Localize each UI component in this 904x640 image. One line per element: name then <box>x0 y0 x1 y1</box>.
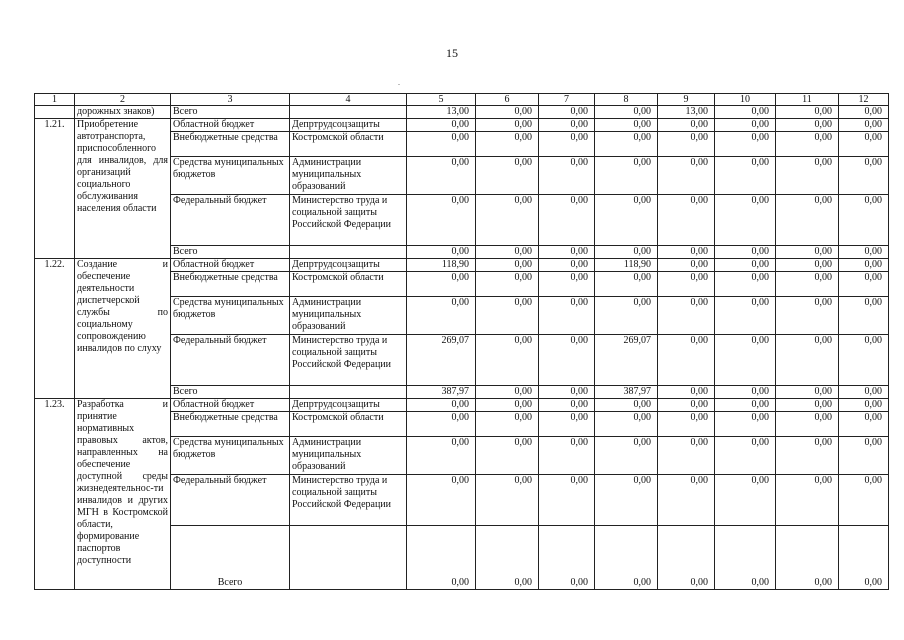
funding-row <box>35 399 889 412</box>
value-cell: 387,97 <box>407 386 476 399</box>
executor-cell: Администрации муниципальных образований <box>290 157 407 195</box>
header-row <box>35 94 889 106</box>
value-cell: 0,00 <box>595 195 658 246</box>
value-cell: 0,00 <box>715 106 776 119</box>
value-cell: 0,00 <box>776 132 839 157</box>
value-cell: 0,00 <box>407 437 476 475</box>
funding-source-cell: Областной бюджет <box>171 259 290 272</box>
value-cell: 0,00 <box>476 157 539 195</box>
value-cell: 0,00 <box>715 119 776 132</box>
value-cell: 0,00 <box>407 157 476 195</box>
value-cell: 0,00 <box>658 195 715 246</box>
value-cell: 0,00 <box>839 132 889 157</box>
value-cell: 0,00 <box>476 119 539 132</box>
executor-cell <box>290 246 407 259</box>
value-cell: 0,00 <box>595 526 658 590</box>
value-cell: 0,00 <box>539 386 595 399</box>
col-header: 7 <box>539 94 595 106</box>
value-cell: 269,07 <box>407 335 476 386</box>
funding-source-cell: Федеральный бюджет <box>171 335 290 386</box>
value-cell: 0,00 <box>715 272 776 297</box>
executor-cell <box>290 526 407 590</box>
value-cell: 118,90 <box>407 259 476 272</box>
executor-cell: Депртрудсоцзащиты <box>290 259 407 272</box>
value-cell: 0,00 <box>539 526 595 590</box>
executor-cell <box>290 106 407 119</box>
value-cell: 0,00 <box>476 259 539 272</box>
value-cell: 0,00 <box>658 119 715 132</box>
executor-cell: Министерство труда и социальной защиты Российской Федерации <box>290 195 407 246</box>
executor-cell: Администрации муниципальных образований <box>290 297 407 335</box>
value-cell: 0,00 <box>715 386 776 399</box>
value-cell: 0,00 <box>776 475 839 526</box>
value-cell: 0,00 <box>658 412 715 437</box>
col-header: 5 <box>407 94 476 106</box>
value-cell: 0,00 <box>539 272 595 297</box>
value-cell: 0,00 <box>658 475 715 526</box>
value-cell: 0,00 <box>539 297 595 335</box>
value-cell: 0,00 <box>539 335 595 386</box>
value-cell: 0,00 <box>776 437 839 475</box>
value-cell: 0,00 <box>476 475 539 526</box>
value-cell: 0,00 <box>776 246 839 259</box>
measure-name-cell: Разработка и принятие нормативных правовых актов, направленных на обеспечение доступной среды жизнедеятельнос-ти инвалидов и других МГН в Костромской области, формирование паспортов доступности <box>75 399 171 590</box>
funding-source-cell: Областной бюджет <box>171 119 290 132</box>
funding-row <box>35 259 889 272</box>
value-cell: 0,00 <box>595 437 658 475</box>
value-cell: 0,00 <box>539 259 595 272</box>
value-cell: 0,00 <box>776 195 839 246</box>
value-cell: 0,00 <box>595 399 658 412</box>
value-cell: 0,00 <box>476 399 539 412</box>
value-cell: 387,97 <box>595 386 658 399</box>
col-header: 11 <box>776 94 839 106</box>
value-cell: 0,00 <box>407 297 476 335</box>
value-cell: 0,00 <box>539 119 595 132</box>
funding-source-cell: Всего <box>171 106 290 119</box>
value-cell: 0,00 <box>595 297 658 335</box>
top-total-row <box>35 106 889 119</box>
funding-source-cell: Средства муниципальных бюджетов <box>171 437 290 475</box>
value-cell: 0,00 <box>776 526 839 590</box>
value-cell: 0,00 <box>715 475 776 526</box>
value-cell: 0,00 <box>839 437 889 475</box>
value-cell: 0,00 <box>476 272 539 297</box>
col-header: 10 <box>715 94 776 106</box>
value-cell: 0,00 <box>776 386 839 399</box>
col-header: 2 <box>75 94 171 106</box>
value-cell: 0,00 <box>839 246 889 259</box>
value-cell: 0,00 <box>476 335 539 386</box>
value-cell: 0,00 <box>839 526 889 590</box>
value-cell: 0,00 <box>476 106 539 119</box>
value-cell: 0,00 <box>476 246 539 259</box>
col-header: 12 <box>839 94 889 106</box>
value-cell: 0,00 <box>715 246 776 259</box>
value-cell: 0,00 <box>715 412 776 437</box>
value-cell: 0,00 <box>539 475 595 526</box>
funding-source-cell: Областной бюджет <box>171 399 290 412</box>
executor-cell: Депртрудсоцзащиты <box>290 399 407 412</box>
value-cell: 0,00 <box>407 246 476 259</box>
value-cell: 13,00 <box>407 106 476 119</box>
value-cell: 0,00 <box>476 412 539 437</box>
funding-source-cell: Внебюджетные средства <box>171 412 290 437</box>
value-cell: 0,00 <box>658 526 715 590</box>
value-cell: 0,00 <box>476 437 539 475</box>
funding-source-cell: Внебюджетные средства <box>171 132 290 157</box>
value-cell: 0,00 <box>776 297 839 335</box>
executor-cell: Костромской области <box>290 412 407 437</box>
value-cell: 0,00 <box>407 399 476 412</box>
value-cell: 0,00 <box>715 132 776 157</box>
value-cell: 0,00 <box>539 437 595 475</box>
value-cell: 0,00 <box>715 259 776 272</box>
value-cell: 0,00 <box>776 259 839 272</box>
executor-cell: Костромской области <box>290 132 407 157</box>
value-cell: 0,00 <box>715 297 776 335</box>
row-number-cell: 1.21. <box>35 119 75 259</box>
value-cell: 0,00 <box>658 437 715 475</box>
row-number-cell: 1.23. <box>35 399 75 590</box>
measure-name-cell: Приобретение автотранспорта, приспособленного для инвалидов, для организаций социального обслуживания населения области <box>75 119 171 259</box>
page-number: 15 <box>446 46 458 60</box>
value-cell: 0,00 <box>715 399 776 412</box>
funding-source-cell: Средства муниципальных бюджетов <box>171 297 290 335</box>
measure-name-cell: Создание и обеспечение деятельности диспетчерской службы по социальному сопровождению инвалидов по слуху <box>75 259 171 399</box>
value-cell: 0,00 <box>595 412 658 437</box>
measure-name-cell: дорожных знаков) <box>75 106 171 119</box>
value-cell: 0,00 <box>839 297 889 335</box>
value-cell: 0,00 <box>839 399 889 412</box>
executor-cell: Костромской области <box>290 272 407 297</box>
value-cell: 0,00 <box>407 119 476 132</box>
value-cell: 0,00 <box>595 132 658 157</box>
funding-source-cell: Федеральный бюджет <box>171 195 290 246</box>
row-number-cell <box>35 106 75 119</box>
value-cell: 0,00 <box>407 272 476 297</box>
value-cell: 0,00 <box>776 399 839 412</box>
value-cell: 0,00 <box>476 297 539 335</box>
value-cell: 0,00 <box>839 119 889 132</box>
scan-dot: . <box>398 78 400 87</box>
total-label-cell: Всего <box>171 246 290 259</box>
value-cell: 0,00 <box>839 412 889 437</box>
value-cell: 0,00 <box>595 157 658 195</box>
value-cell: 0,00 <box>658 386 715 399</box>
value-cell: 0,00 <box>539 246 595 259</box>
value-cell: 0,00 <box>658 157 715 195</box>
total-label-cell: Всего <box>171 526 290 590</box>
value-cell: 0,00 <box>539 412 595 437</box>
value-cell: 0,00 <box>839 195 889 246</box>
col-header: 3 <box>171 94 290 106</box>
value-cell: 0,00 <box>476 526 539 590</box>
value-cell: 0,00 <box>839 272 889 297</box>
col-header: 1 <box>35 94 75 106</box>
value-cell: 0,00 <box>776 106 839 119</box>
value-cell: 0,00 <box>407 195 476 246</box>
value-cell: 0,00 <box>476 195 539 246</box>
col-header: 8 <box>595 94 658 106</box>
funding-source-cell: Федеральный бюджет <box>171 475 290 526</box>
value-cell: 0,00 <box>776 335 839 386</box>
value-cell: 0,00 <box>407 526 476 590</box>
value-cell: 0,00 <box>715 437 776 475</box>
value-cell: 0,00 <box>539 106 595 119</box>
executor-cell: Министерство труда и социальной защиты Российской Федерации <box>290 335 407 386</box>
value-cell: 0,00 <box>476 132 539 157</box>
funding-row <box>35 119 889 132</box>
value-cell: 0,00 <box>595 106 658 119</box>
value-cell: 0,00 <box>539 132 595 157</box>
value-cell: 0,00 <box>658 297 715 335</box>
value-cell: 0,00 <box>658 246 715 259</box>
value-cell: 0,00 <box>539 157 595 195</box>
value-cell: 0,00 <box>539 399 595 412</box>
value-cell: 0,00 <box>407 412 476 437</box>
col-header: 4 <box>290 94 407 106</box>
funding-source-cell: Средства муниципальных бюджетов <box>171 157 290 195</box>
value-cell: 0,00 <box>658 399 715 412</box>
total-label-cell: Всего <box>171 386 290 399</box>
value-cell: 0,00 <box>776 157 839 195</box>
col-header: 6 <box>476 94 539 106</box>
value-cell: 0,00 <box>776 412 839 437</box>
value-cell: 269,07 <box>595 335 658 386</box>
value-cell: 0,00 <box>839 475 889 526</box>
value-cell: 0,00 <box>715 335 776 386</box>
value-cell: 0,00 <box>715 195 776 246</box>
value-cell: 0,00 <box>407 132 476 157</box>
value-cell: 0,00 <box>658 132 715 157</box>
value-cell: 0,00 <box>658 259 715 272</box>
value-cell: 0,00 <box>595 119 658 132</box>
executor-cell <box>290 386 407 399</box>
executor-cell: Депртрудсоцзащиты <box>290 119 407 132</box>
executor-cell: Министерство труда и социальной защиты Российской Федерации <box>290 475 407 526</box>
value-cell: 0,00 <box>839 335 889 386</box>
value-cell: 0,00 <box>715 157 776 195</box>
value-cell: 13,00 <box>658 106 715 119</box>
value-cell: 0,00 <box>595 246 658 259</box>
value-cell: 0,00 <box>539 195 595 246</box>
row-number-cell: 1.22. <box>35 259 75 399</box>
funding-source-cell: Внебюджетные средства <box>171 272 290 297</box>
value-cell: 0,00 <box>839 106 889 119</box>
value-cell: 0,00 <box>776 272 839 297</box>
value-cell: 0,00 <box>715 526 776 590</box>
value-cell: 0,00 <box>839 157 889 195</box>
budget-table <box>34 93 889 590</box>
value-cell: 0,00 <box>839 259 889 272</box>
executor-cell: Администрации муниципальных образований <box>290 437 407 475</box>
value-cell: 0,00 <box>476 386 539 399</box>
value-cell: 0,00 <box>839 386 889 399</box>
value-cell: 0,00 <box>658 272 715 297</box>
value-cell: 0,00 <box>658 335 715 386</box>
value-cell: 0,00 <box>407 475 476 526</box>
value-cell: 0,00 <box>595 272 658 297</box>
col-header: 9 <box>658 94 715 106</box>
value-cell: 0,00 <box>595 475 658 526</box>
value-cell: 118,90 <box>595 259 658 272</box>
value-cell: 0,00 <box>776 119 839 132</box>
